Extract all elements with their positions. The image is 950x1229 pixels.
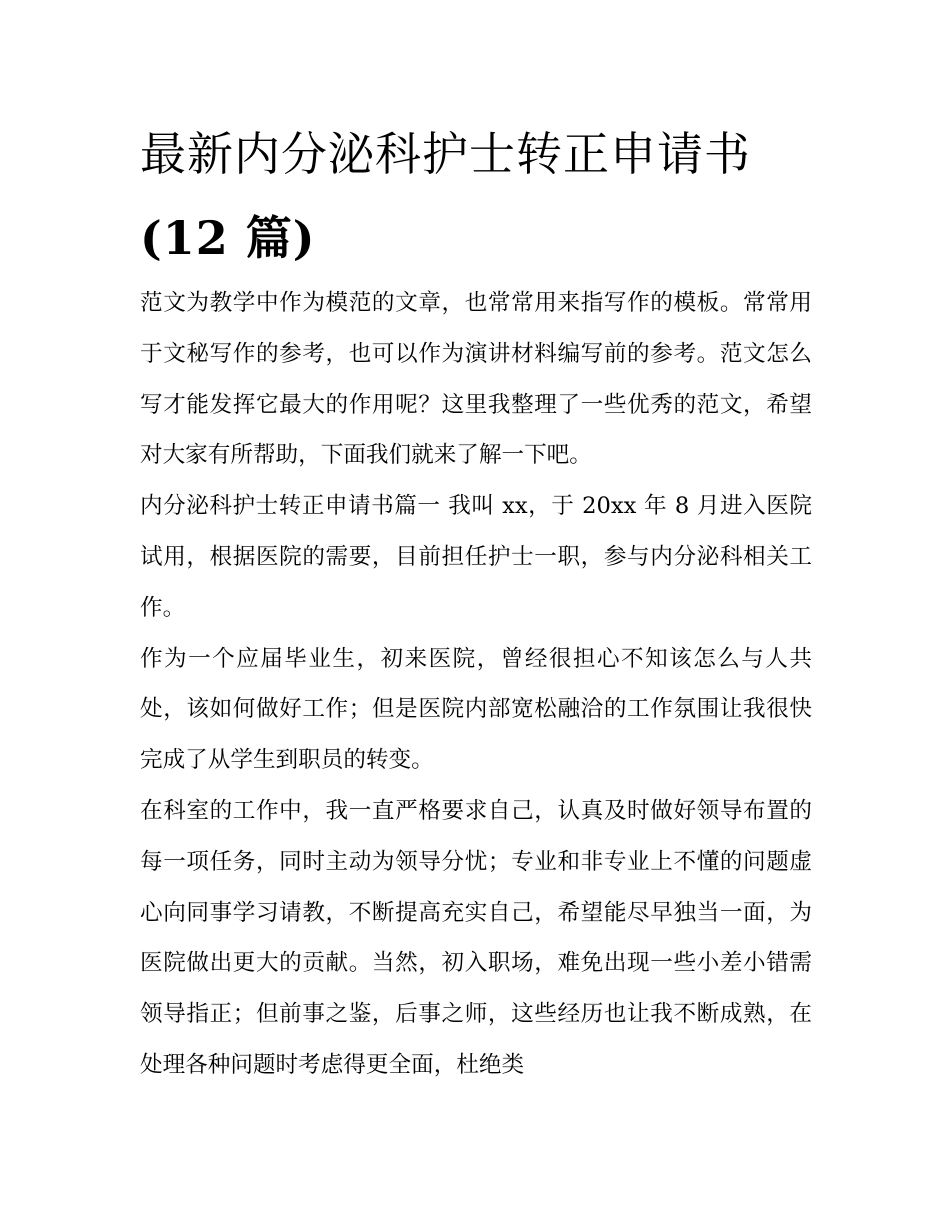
paragraph-intro: 范文为教学中作为模范的文章，也常常用来指写作的模板。常常用于文秘写作的参考，也可以作为演讲材料编写前的参考。范文怎么写才能发挥它最大的作用呢？这里我整理了一些优秀的范文，希望对大家有所帮助，下面我们就来了解一下吧。: [140, 290, 812, 469]
paragraph-1: 内分泌科护士转正申请书篇一 我叫 xx，于 20xx 年 8 月进入医院试用，根据医院的需要，目前担任护士一职，参与内分泌科相关工作。: [140, 493, 812, 621]
title-line-2: (12 篇): [140, 211, 316, 265]
document-title: [140, 112, 820, 280]
title-line-1: 最新内分泌科护士转正申请书: [140, 127, 751, 181]
paragraph-2: 作为一个应届毕业生，初来医院，曾经很担心不知该怎么与人共处，该如何做好工作；但是医院内部宽松融洽的工作氛围让我很快完成了从学生到职员的转变。: [140, 645, 812, 774]
document-body: [140, 278, 812, 1091]
paragraph-3: 在科室的工作中，我一直严格要求自己，认真及时做好领导布置的每一项任务，同时主动为领导分忧；专业和非专业上不懂的问题虚心向同事学习请教，不断提高充实自己，希望能尽早独当一面，为医院做出更大的贡献。当然，初入职场，难免出现一些小差小错需领导指正；但前事之鉴，后事之师，这些经历也让我不断成熟，在处理各种问题时考虑得更全面，杜绝类: [140, 797, 812, 1078]
